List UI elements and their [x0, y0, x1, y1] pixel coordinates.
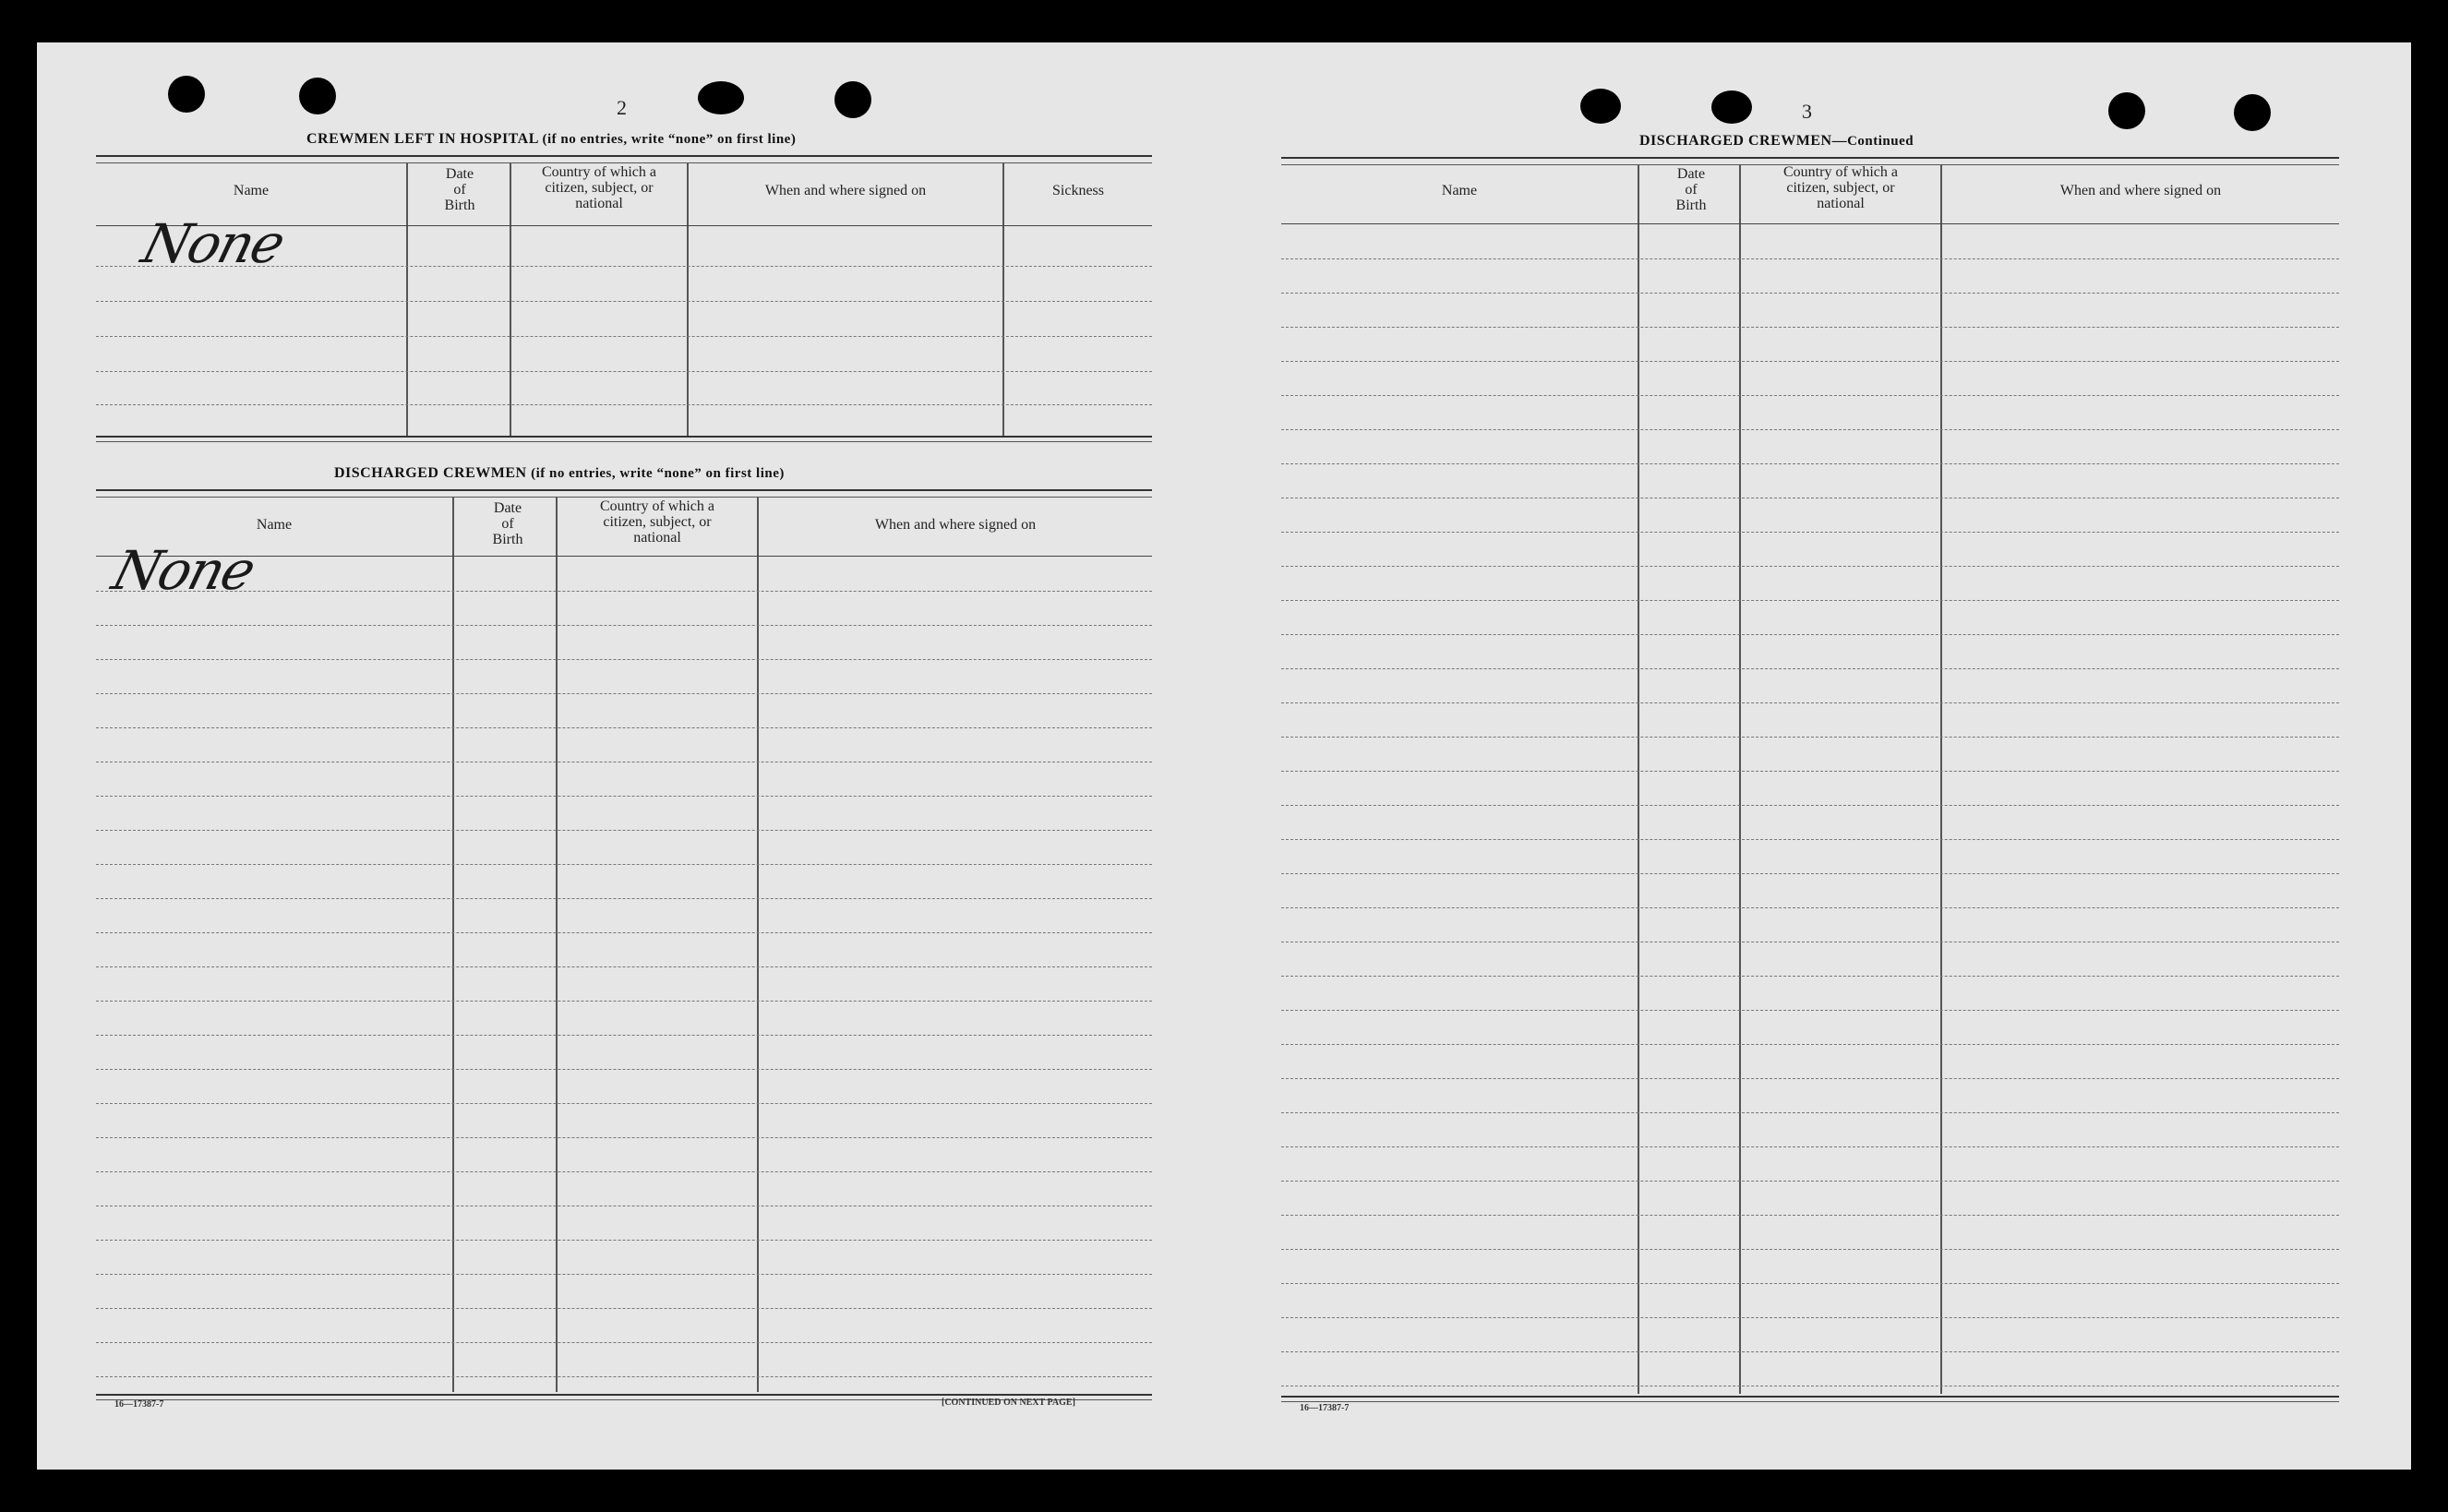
row-line	[1281, 976, 2339, 977]
continued-note: [CONTINUED ON NEXT PAGE]	[942, 1398, 1075, 1408]
row-line	[96, 1171, 1152, 1172]
row-line	[96, 932, 1152, 933]
punch-hole	[1580, 89, 1621, 124]
row-line	[1281, 805, 2339, 806]
row-line	[96, 591, 1152, 592]
column-divider	[687, 162, 689, 438]
row-line	[1281, 395, 2339, 396]
row-line	[1281, 907, 2339, 908]
row-line	[96, 830, 1152, 831]
row-line	[1281, 1249, 2339, 1250]
row-line	[96, 966, 1152, 967]
row-line	[1281, 873, 2339, 874]
row-line	[1281, 1078, 2339, 1079]
row-line	[1281, 702, 2339, 703]
hospital-section-title	[306, 131, 796, 148]
row-line	[1281, 361, 2339, 362]
row-line	[1281, 463, 2339, 464]
punch-hole	[2234, 94, 2271, 131]
row-line	[96, 371, 1152, 372]
row-line	[96, 659, 1152, 660]
row-line	[96, 1035, 1152, 1036]
row-line	[96, 796, 1152, 797]
handwritten-entry: None	[105, 539, 261, 602]
column-divider	[1638, 164, 1639, 1394]
page-number: 2	[617, 96, 627, 119]
row-line	[96, 1001, 1152, 1002]
column-divider	[1739, 164, 1741, 1394]
row-line	[1281, 1317, 2339, 1318]
row-line	[1281, 1146, 2339, 1147]
column-header-name: Name	[233, 183, 270, 198]
row-line	[1281, 634, 2339, 635]
discharged-title-instruction: (if no entries, write “none” on first line)	[531, 466, 785, 481]
page-number: 3	[1802, 100, 1812, 123]
discharged-section-title	[334, 465, 785, 482]
column-header-name: Name	[256, 517, 293, 533]
row-line	[1281, 600, 2339, 601]
row-line	[1281, 1010, 2339, 1011]
row-line	[96, 404, 1152, 405]
column-header-country: Country of which a citizen, subject, or national	[600, 498, 714, 546]
row-line	[1281, 668, 2339, 669]
row-line	[96, 1342, 1152, 1343]
row-line	[1281, 1044, 2339, 1045]
row-line	[96, 1376, 1152, 1377]
row-line	[1281, 1112, 2339, 1113]
row-line	[96, 1137, 1152, 1138]
row-line	[1281, 327, 2339, 328]
row-line	[1281, 1351, 2339, 1352]
column-header-signed-on: When and where signed on	[874, 517, 1037, 533]
handwritten-entry: None	[135, 212, 291, 275]
row-line	[1281, 839, 2339, 840]
row-line	[96, 693, 1152, 694]
row-line	[96, 1103, 1152, 1104]
row-line	[96, 625, 1152, 626]
column-header-signed-on: When and where signed on	[2059, 183, 2222, 198]
form-number: 16—17387-7	[114, 1399, 164, 1410]
document-sheet	[37, 42, 2411, 1470]
row-line	[96, 336, 1152, 337]
hospital-table	[96, 155, 1152, 441]
column-divider	[556, 497, 558, 1392]
discharged-title-text: DISCHARGED CREWMEN	[334, 465, 527, 481]
discharged-continued-table	[1281, 157, 2339, 1399]
column-header-date-of-birth: Date of Birth	[492, 500, 523, 547]
row-line	[1281, 566, 2339, 567]
column-header-sickness: Sickness	[1052, 183, 1104, 198]
punch-hole	[834, 81, 871, 118]
column-header-country: Country of which a citizen, subject, or national	[1783, 164, 1898, 211]
column-divider	[406, 162, 408, 438]
row-line	[1281, 1181, 2339, 1182]
column-header-date-of-birth: Date of Birth	[1675, 166, 1707, 213]
column-divider	[452, 497, 454, 1392]
row-line	[1281, 737, 2339, 738]
column-divider	[1940, 164, 1942, 1394]
punch-hole	[698, 81, 744, 114]
row-line	[1281, 532, 2339, 533]
form-number: 16—17387-7	[1300, 1403, 1350, 1413]
table-bottom-rule	[1281, 1396, 2339, 1402]
header-underline	[1281, 223, 2339, 224]
hospital-title-instruction: (if no entries, write “none” on first line)	[542, 132, 797, 147]
column-header-signed-on: When and where signed on	[764, 183, 927, 198]
right-title-text: DISCHARGED CREWMEN—	[1639, 133, 1848, 149]
column-divider	[1002, 162, 1004, 438]
row-line	[96, 727, 1152, 728]
row-line	[96, 1069, 1152, 1070]
row-line	[96, 1240, 1152, 1241]
row-line	[1281, 1215, 2339, 1216]
table-top-rule	[96, 489, 1152, 498]
column-header-date-of-birth: Date of Birth	[444, 166, 475, 213]
hospital-title-text: CREWMEN LEFT IN HOSPITAL	[306, 131, 539, 147]
row-line	[1281, 258, 2339, 259]
row-line	[1281, 293, 2339, 294]
punch-hole	[168, 76, 205, 113]
row-line	[1281, 1283, 2339, 1284]
table-bottom-rule	[96, 436, 1152, 442]
column-divider	[757, 497, 759, 1392]
table-top-rule	[96, 155, 1152, 163]
discharged-table	[96, 489, 1152, 1398]
punch-hole	[2108, 92, 2145, 129]
punch-hole	[299, 78, 336, 114]
column-header-country: Country of which a citizen, subject, or national	[542, 164, 656, 211]
row-line	[1281, 771, 2339, 772]
row-line	[96, 864, 1152, 865]
column-header-name: Name	[1441, 183, 1478, 198]
row-line	[96, 898, 1152, 899]
row-line	[1281, 429, 2339, 430]
row-line	[96, 1274, 1152, 1275]
right-title-suffix: Continued	[1847, 134, 1914, 149]
row-line	[96, 1308, 1152, 1309]
right-section-title	[1639, 133, 1914, 150]
row-line	[96, 301, 1152, 302]
punch-hole	[1711, 90, 1752, 124]
